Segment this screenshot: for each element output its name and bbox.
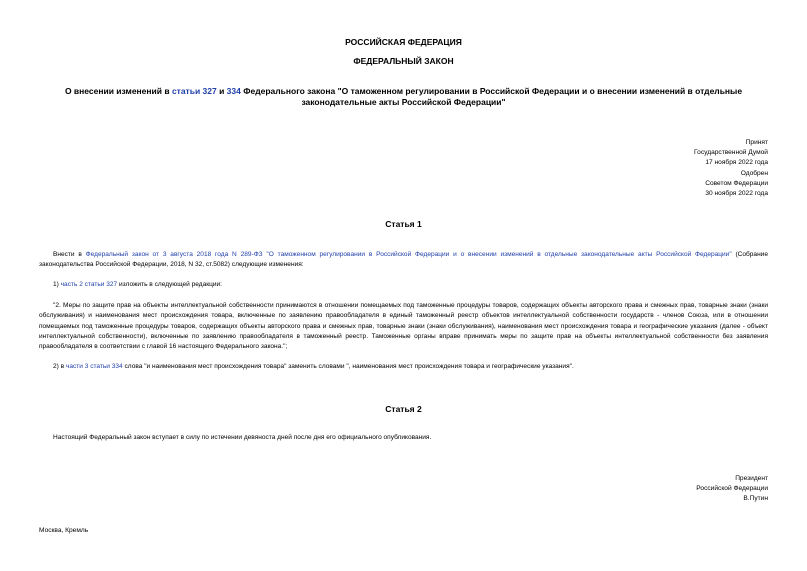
part-3-article-334-link[interactable]: части 3 статьи 334: [65, 363, 123, 370]
article-1-intro-paragraph: [39, 250, 768, 271]
approval-line: Одобрен: [740, 169, 768, 177]
title-text-pre: О внесении изменений в: [64, 86, 172, 96]
article-1-new-wording: "2. Меры по защите прав на объекты интеллектуальной собственности принимаются в отношении помещаемых под таможенные процедуры товаров, содержащих объекты авторского права и смежных прав, товарные знаки (знаки обслуживания) и наименования мест происхождения товара, включенные по заявлению правообладателя в единый таможенный реестр объектов интеллектуальной собственности государств - членов Союза, или в отношении помещаемых под таможенные процедуры товаров, содержащих объекты авторского права и смежных прав, товарные знаки (знаки обслуживания), наименования мест происхождения товара и географические указания (далее - объект интеллектуальной собственности), включенные по заявлению правообладателя в таможенный реестр. Таможенные органы вправе принимать меры по защите прав на объекты интеллектуальной собственности без заявления правообладателя в соответствии с главой 16 настоящего Федерального закона.";: [39, 302, 768, 351]
federal-law-289-link[interactable]: Федеральный закон от 3 августа 2018 года N 289-ФЗ "О таможенном регулировании в Российской Федерации и о внесении изменений в отдельные законодательные акты Российской Федерации": [85, 251, 732, 258]
signer-title: Российской Федерации: [696, 485, 768, 493]
adoption-line: Государственной Думой: [694, 149, 768, 157]
article-2-heading: Статья 2: [385, 404, 422, 414]
adoption-line: Принят: [745, 139, 768, 146]
part-2-article-327-link[interactable]: часть 2 статьи 327: [60, 281, 118, 288]
signing-place: Москва, Кремль: [39, 527, 89, 534]
signer-name: В.Путин: [743, 495, 768, 503]
adoption-date: 17 ноября 2022 года: [705, 159, 768, 167]
article-1-heading: Статья 1: [385, 219, 422, 229]
approval-date: 30 ноября 2022 года: [705, 190, 768, 198]
adoption-info: [694, 138, 768, 199]
document-type-heading: ФЕДЕРАЛЬНЫЙ ЗАКОН: [353, 56, 454, 66]
article-2-paragraph: Настоящий Федеральный закон вступает в силу по истечении девяноста дней после дня его официального опубликования.: [53, 434, 432, 441]
country-heading: РОССИЙСКАЯ ФЕДЕРАЦИЯ: [345, 37, 462, 47]
signature-block: [696, 474, 768, 505]
signer-title: Президент: [735, 475, 768, 482]
article-1-item-1: [39, 280, 768, 290]
article-1-item-2: [39, 362, 768, 372]
paragraph-text: изложить в следующей редакции:: [117, 281, 222, 288]
title-text-post: Федерального закона "О таможенном регулировании в Российской Федерации и о внесении изменений в отдельные законодательные акты Российской Федерации": [240, 86, 743, 107]
paragraph-text: (Собрание законодательства Российской Федерации, 2018, N 32, ст.5082) следующие изменения:: [39, 251, 768, 269]
law-title: [40, 86, 767, 108]
title-text-and: и: [216, 86, 227, 96]
title-link-article-327[interactable]: статьи 327: [171, 86, 217, 96]
paragraph-text: Внести в: [53, 251, 86, 258]
title-link-article-334[interactable]: 334: [226, 86, 241, 96]
paragraph-text: 1): [53, 281, 61, 288]
paragraph-text: 2) в: [53, 363, 66, 370]
approval-line: Советом Федерации: [705, 179, 768, 187]
paragraph-text: слова "и наименования мест происхождения товара" заменить словами ", наименования мест происхождения товара и географические указания".: [122, 363, 574, 370]
